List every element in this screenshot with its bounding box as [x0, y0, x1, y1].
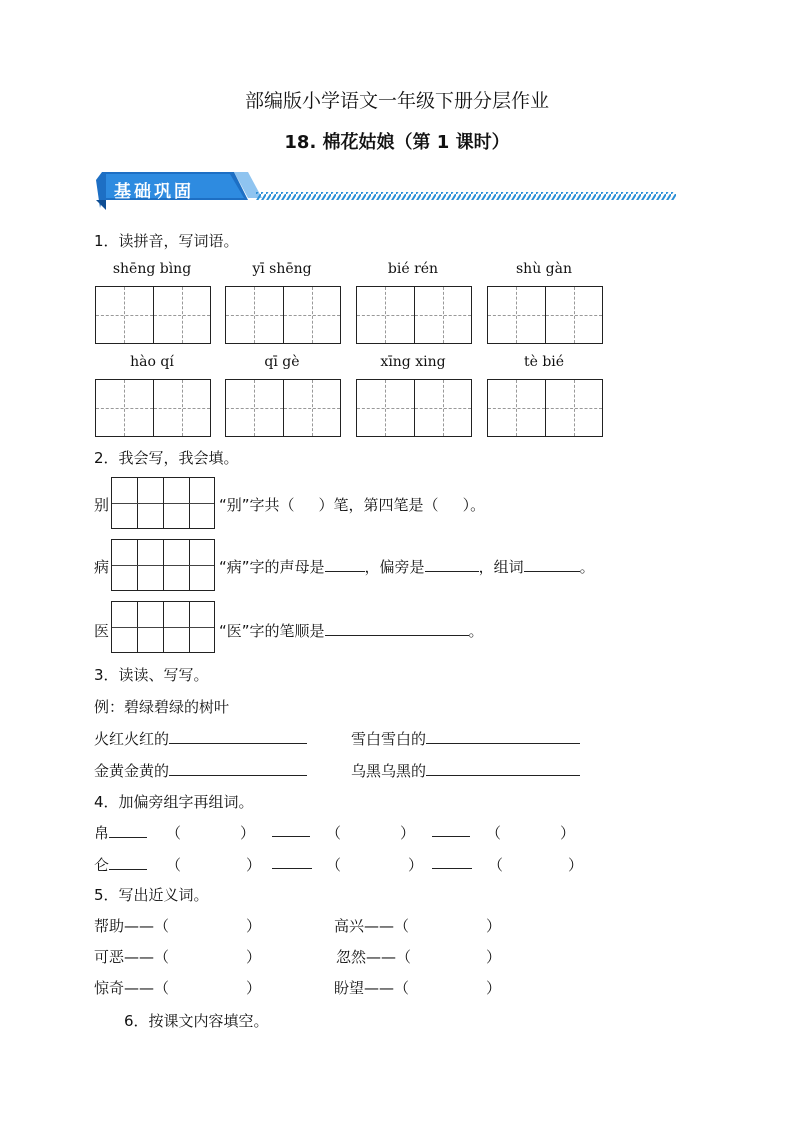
- pinyin-2: yī shēng: [252, 261, 312, 277]
- writing-grid[interactable]: [225, 286, 341, 344]
- paren-close: ）: [246, 948, 262, 966]
- q3-item: [351, 728, 580, 749]
- q5-item: 惊奇——（: [94, 979, 170, 997]
- answer-blank[interactable]: [109, 855, 147, 870]
- q4-char: 帛: [94, 824, 110, 842]
- lesson-title: 18. 棉花姑娘（第 1 课时）: [284, 132, 510, 153]
- q3-item-text: 金黄金黄的: [94, 762, 170, 780]
- pinyin-5: hào qí: [130, 354, 174, 370]
- q6-label: 6．按课文内容填空。: [124, 1012, 269, 1030]
- writing-grid[interactable]: [225, 379, 341, 437]
- paren-close: ）: [246, 979, 262, 997]
- q3-label: 3．读读、写写。: [94, 666, 209, 684]
- q3-item-text: 雪白雪白的: [351, 730, 427, 748]
- practice-grid[interactable]: [111, 477, 215, 529]
- q3-item-text: 火红火红的: [94, 730, 170, 748]
- q1-label: 1．读拼音，写词语。: [94, 232, 239, 250]
- paren-open: （: [166, 824, 182, 842]
- banner-label: 基础巩固: [114, 182, 194, 202]
- q2-line1-c: ）。: [462, 496, 486, 514]
- pinyin-4: shù gàn: [516, 261, 572, 277]
- q4-row2: [94, 854, 147, 875]
- q5-item: 盼望——（: [334, 979, 410, 997]
- q5-item: 可恶——（: [94, 948, 170, 966]
- q2-line2-d: 。: [579, 558, 595, 576]
- paren-close: ）: [400, 824, 416, 842]
- q5-item: 高兴——（: [334, 917, 410, 935]
- answer-blank[interactable]: [426, 729, 580, 744]
- pinyin-3: bié rén: [387, 261, 439, 277]
- q2-line3-b: 。: [468, 622, 484, 640]
- answer-blank[interactable]: [432, 822, 470, 837]
- q3-example: 例：碧绿碧绿的树叶: [94, 698, 230, 716]
- char-bing: 病: [94, 558, 110, 576]
- paren-open: （: [166, 856, 182, 874]
- q4-label: 4．加偏旁组字再组词。: [94, 793, 254, 811]
- section-banner: [96, 170, 676, 212]
- practice-grid[interactable]: [111, 539, 215, 591]
- answer-blank[interactable]: [109, 823, 147, 838]
- writing-grid[interactable]: [356, 379, 472, 437]
- paren-open: （: [486, 824, 502, 842]
- answer-blank[interactable]: [169, 761, 307, 776]
- answer-blank[interactable]: [169, 729, 307, 744]
- practice-grid[interactable]: [111, 601, 215, 653]
- writing-grid[interactable]: [487, 379, 603, 437]
- answer-blank[interactable]: [426, 761, 580, 776]
- paren-close: ）: [408, 856, 424, 874]
- paren-open: （: [326, 856, 342, 874]
- answer-blank[interactable]: [272, 822, 310, 837]
- paren-close: ）: [486, 979, 502, 997]
- q2-line2-b: ，偏旁是: [364, 558, 425, 576]
- q2-line1-b: ）笔，第四笔是（: [318, 496, 439, 514]
- q2-line3: [219, 620, 484, 641]
- q3-item: [94, 760, 307, 781]
- paren-close: ）: [240, 824, 256, 842]
- char-yi: 医: [94, 622, 110, 640]
- paren-close: ）: [246, 856, 262, 874]
- answer-blank[interactable]: [432, 854, 472, 869]
- q2-line1: [219, 494, 485, 515]
- writing-grid[interactable]: [95, 379, 211, 437]
- paren-close: ）: [486, 917, 502, 935]
- worksheet-title: 部编版小学语文一年级下册分层作业: [244, 90, 549, 112]
- pinyin-7: xīng xing: [380, 354, 446, 370]
- paren-close: ）: [486, 948, 502, 966]
- answer-blank[interactable]: [325, 557, 365, 572]
- char-bie: 别: [94, 496, 110, 514]
- pinyin-1: shēng bìng: [112, 261, 192, 277]
- q2-line2-a: “病”字的声母是: [219, 558, 325, 576]
- q2-line3-a: “医”字的笔顺是: [219, 622, 325, 640]
- answer-blank[interactable]: [325, 621, 469, 636]
- paren-open: （: [488, 856, 504, 874]
- q2-label: 2．我会写，我会填。: [94, 449, 239, 467]
- answer-blank[interactable]: [524, 557, 580, 572]
- answer-blank[interactable]: [425, 557, 479, 572]
- answer-blank[interactable]: [272, 854, 312, 869]
- q5-item: 忽然——（: [336, 948, 412, 966]
- q5-item: 帮助——（: [94, 917, 170, 935]
- q3-item: [94, 728, 307, 749]
- paren-close: ）: [568, 856, 584, 874]
- paren-close: ）: [246, 917, 262, 935]
- q2-line1-a: “别”字共（: [219, 496, 295, 514]
- paren-open: （: [326, 824, 342, 842]
- q4-char: 仑: [94, 856, 110, 874]
- writing-grid[interactable]: [487, 286, 603, 344]
- q5-label: 5．写出近义词。: [94, 886, 209, 904]
- q2-line2: [219, 556, 595, 577]
- writing-grid[interactable]: [95, 286, 211, 344]
- q3-item-text: 乌黑乌黑的: [351, 762, 427, 780]
- pinyin-6: qī gè: [264, 354, 300, 370]
- pinyin-8: tè bié: [523, 354, 565, 370]
- q2-line2-c: ，组词: [478, 558, 524, 576]
- q4-row1: [94, 822, 147, 843]
- q3-item: [351, 760, 580, 781]
- paren-close: ）: [560, 824, 576, 842]
- writing-grid[interactable]: [356, 286, 472, 344]
